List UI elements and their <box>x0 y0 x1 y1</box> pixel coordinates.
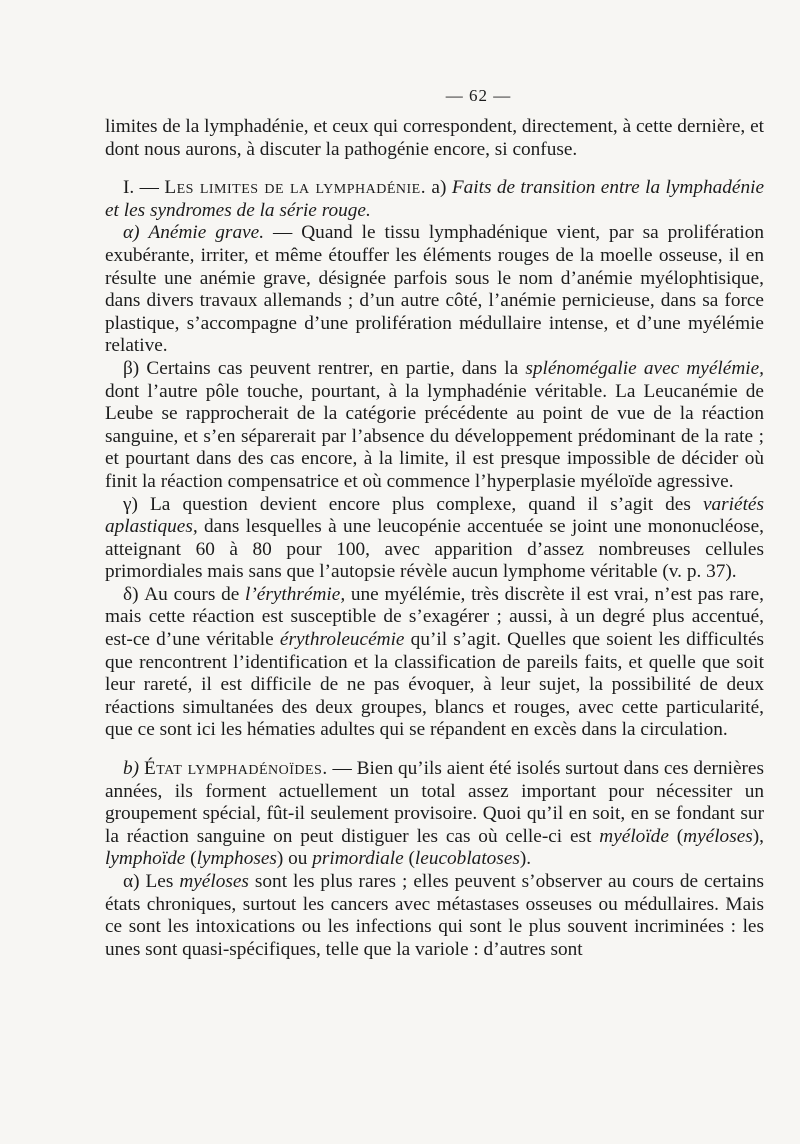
text: dont l’autre pôle touche, pourtant, à la lymphadénie véritable. La Leucanémie de Leube se rapprocherait de la catégorie précédente au point de vue de la réaction sanguine, et s’en séparerait par l’absence du développement prédominant de la rate ; et pourtant dans des cas encore, à la limite, il est presque impossible de décider où finit la réaction compensatrice et où commence l’hyperplasie myéloïde agressive. <box>105 380 764 492</box>
section-heading <box>105 177 764 222</box>
italic-term: variétés aplastiques, <box>105 493 764 538</box>
text: ) ou <box>276 848 313 870</box>
text: α) Les <box>123 871 180 892</box>
text: ). <box>519 848 532 870</box>
italic-term: myéloïde <box>599 825 669 847</box>
italic-term: lymphoïde <box>105 848 186 870</box>
text: sont les plus rares ; elles peuvent s’observer au cours de certains états chroniques, surtout les cancers avec métastases osseuses ou médullaires. Mais ce sont les intoxications ou les infections qui sont le plus souvent incriminées : les unes sont quasi-spécifiques, telle que la variole : d’autres sont <box>105 871 764 960</box>
paragraph-delta <box>105 584 764 742</box>
section-title: Les limites de la lymphadénie. <box>164 177 427 199</box>
text: dans lesquelles à une leucopénie accentuée se joint une mononucléose, atteignant 60 à 80 pour 100, avec apparition d’assez nombreuses cellules primordiales mais sans que l’autopsie révèle aucun lymphome véritable (v. p. 37). <box>105 516 764 583</box>
text: ( <box>668 825 684 847</box>
italic-term: érythroleucémie <box>279 629 405 651</box>
paragraph-alpha <box>105 222 764 358</box>
paragraph-gamma <box>105 494 764 584</box>
italic-term: splénomégalie avec myélémie, <box>525 357 764 379</box>
italic-term: myéloses <box>683 825 753 847</box>
text: qu’il s’agit. Quelles que soient les difficultés que rencontrent l’identification et la classification de pareils faits, et quelle que soit leur rareté, il est difficile de ne pas évoquer, à leur sujet, la possibilité de deux réactions simultanées des deux groupes, blancs et rouges, avec cette particularité, que ce sont ici les hématies adultes qui se répandent en excès dans la circulation. <box>105 629 765 741</box>
paragraph-alpha-2 <box>105 871 764 961</box>
text: — Quand le tissu lymphadénique vient, par sa prolifération exubérante, irriter, et même étouffer les éléments rouges de la moelle osseuse, il en résulte une anémie grave, désignée parfois sous le nom d’anémie myélophtisique, dans divers travaux allemands ; d’un autre côté, l’anémie pernicieuse, dans sa force plastique, s’accompagne d’une prolifération médullaire intense, et d’une myélémie relative. <box>105 222 765 357</box>
text: γ) La question devient encore plus complexe, quand il s’agit des <box>123 493 703 515</box>
text: δ) Au cours de <box>123 583 246 605</box>
italic-term: lymphoses <box>196 848 277 870</box>
section-number: I. — <box>123 177 165 199</box>
text: ( <box>185 848 197 870</box>
text: — Bien qu’ils aient été isolés surtout dans ces dernières années, ils forment actuellement un total assez important pour nécessiter un groupement spécial, fût-il seulement provisoire. Quoi qu’il en soit, en se fondant sur la réaction sanguine on peut distiguer les cas où celle-ci est <box>105 758 764 847</box>
italic-term: primordiale <box>312 848 404 870</box>
subsection-marker: b) <box>123 758 144 780</box>
italic-term: myéloses <box>179 871 249 892</box>
paragraph-beta <box>105 358 764 494</box>
subsection-title: Faits de transition entre la lymphadénie et les syndromes de la série rouge. <box>105 177 764 221</box>
text: ( <box>403 848 415 870</box>
text: β) Certains cas peuvent rentrer, en partie, dans la <box>123 357 526 379</box>
text: une myélémie, très discrète il est vrai, n’est pas rare, mais cette réaction est susceptible de s’exagérer ; aussi, à un degré plus accentué, est-ce d’une véritable <box>105 583 764 651</box>
paragraph-label: α) Anémie grave. <box>123 222 265 244</box>
italic-term: l’érythrémie, <box>245 583 346 605</box>
text: ), <box>752 825 765 847</box>
paragraph-continuation <box>105 116 764 161</box>
subsection-b <box>105 758 764 871</box>
subsection-title: État lymphadénoïdes. <box>143 758 328 780</box>
text: limites de la lymphadénie, et ceux qui correspondent, directement, à cette dernière, et dont nous aurons, à discuter la pathogénie encore, si confuse. <box>105 116 764 160</box>
italic-term: leucoblatoses <box>414 848 520 870</box>
page-number: — 62 — <box>445 86 512 105</box>
subsection-marker: a) <box>426 177 452 199</box>
